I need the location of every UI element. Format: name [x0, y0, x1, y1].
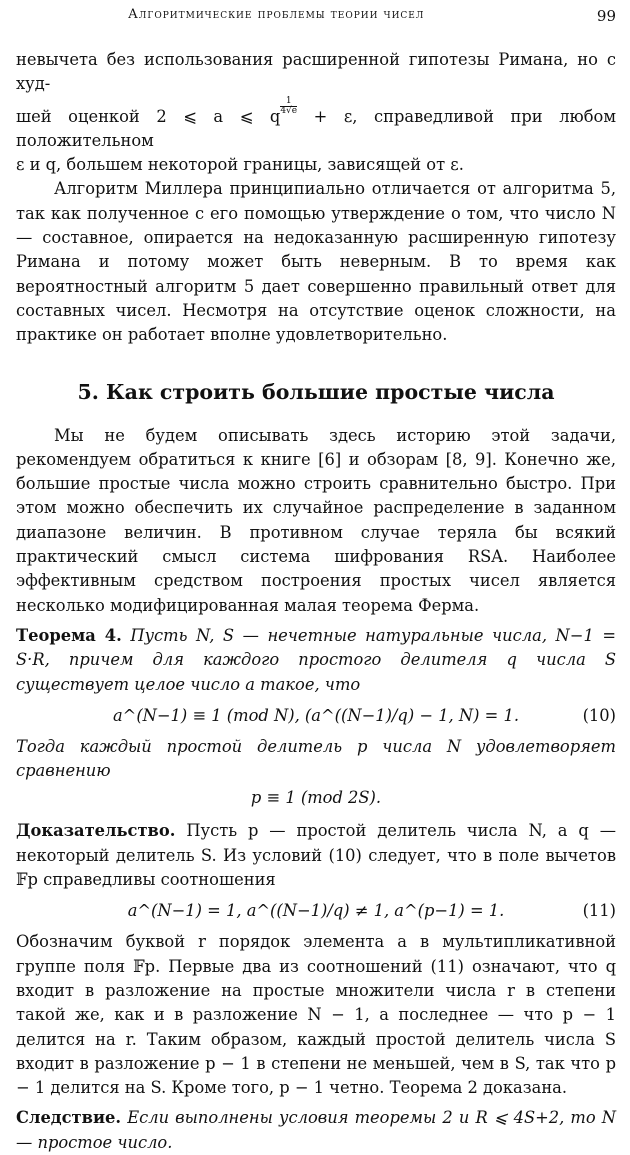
proof-label: Доказательство. — [16, 821, 176, 841]
exponent-fraction — [280, 97, 297, 116]
running-title: Алгоритмические проблемы теории чисел — [128, 7, 425, 22]
equation-11-tag: (11) — [582, 901, 616, 921]
corollary — [16, 1106, 616, 1155]
section-paragraph-1: Мы не будем описывать здесь историю этой задачи, рекомендуем обратиться к книге [6] и обзорам [8, 9]. Конечно же, большие простые числа можно строить сравнительно быстро. При этом можно обеспечить их случайное распределение в заданном диапазоне величин. В противном случае теряла бы всякий практический смысл система шифрования RSA. Наиболее эффективным средством построения простых чисел является несколько модифицированная малая теорема Ферма. — [16, 425, 616, 615]
equation-11-formula: a^(N−1) = 1, a^((N−1)/q) ≠ 1, a^(p−1) = 1. — [127, 901, 505, 921]
equation-10 — [16, 697, 616, 735]
intro-line-3: ε и q, большем некоторой границы, зависящей от ε. — [16, 155, 464, 175]
proof-text-2: Обозначим буквой r порядок элемента a в мультипликативной группе поля 𝔽p. Первые два из соотношений (11) означают, что q входит в разложение на простые множители числа r в степени такой же, как и в разложение N − 1, а последнее — что p − 1 делится на r. Таким образом, каждый простой делитель числа S входит в разложение p − 1 в степени не меньшей, чем в S, так что p − 1 делится на S. Кроме того, p − 1 четно. Теорема 2 доказана. — [16, 932, 616, 1098]
corollary-text: Если выполнены условия теоремы 2 и R ⩽ 4S+2, то N — простое число. — [16, 1108, 616, 1152]
proof-text-1: Пусть p — простой делитель числа N, а q — некоторый делитель S. Из условий (10) следует, что в поле вычетов 𝔽p справедливы соотношения — [16, 821, 616, 890]
exponent-numerator: 1 — [280, 97, 297, 107]
intro-paragraph-1 — [16, 48, 616, 177]
page-number: 99 — [596, 7, 616, 25]
running-head — [16, 5, 616, 27]
congruence-equation — [16, 783, 616, 813]
section-title: 5. Как строить большие простые числа — [77, 379, 555, 404]
theorem-label: Теорема 4. — [16, 625, 122, 645]
page-body — [16, 48, 616, 1155]
equation-10-tag: (10) — [582, 705, 616, 725]
intro-line-2b: + ε, справедливой при любом положительном — [16, 106, 616, 150]
intro-paragraph-2: Алгоритм Миллера принципиально отличается от алгоритма 5, так как полученное с его помощью утверждение о том, что число N — составное, опирается на недоказанную расширенную гипотезу Римана и потому может быть неверным. В то время как вероятностный алгоритм 5 дает совершенно правильный ответ для составных чисел. Несмотря на отсутствие оценок сложности, на практике он работает вполне удовлетворительно. — [16, 179, 616, 345]
equation-10-formula: a^(N−1) ≡ 1 (mod N), (a^((N−1)/q) − 1, N) = 1. — [112, 705, 520, 725]
theorem-statement: Пусть N, S — нечетные натуральные числа, N−1 = S·R, причем для каждого простого делителя q числа S существует целое число a такое, что — [16, 625, 616, 694]
theorem-conclusion: Тогда каждый простой делитель p числа N удовлетворяет сравнению — [16, 736, 616, 781]
proof — [16, 819, 616, 892]
congruence-formula: p ≡ 1 (mod 2S). — [250, 788, 382, 808]
intro-line-1: невычета без использования расширенной гипотезы Римана, но с худ- — [16, 50, 616, 94]
exponent-denominator: 4√e — [280, 105, 298, 116]
equation-11 — [16, 892, 616, 930]
corollary-label: Следствие. — [16, 1108, 122, 1128]
intro-line-2a: шей оценкой 2 ⩽ a ⩽ q — [16, 106, 281, 126]
theorem-4 — [16, 624, 616, 697]
